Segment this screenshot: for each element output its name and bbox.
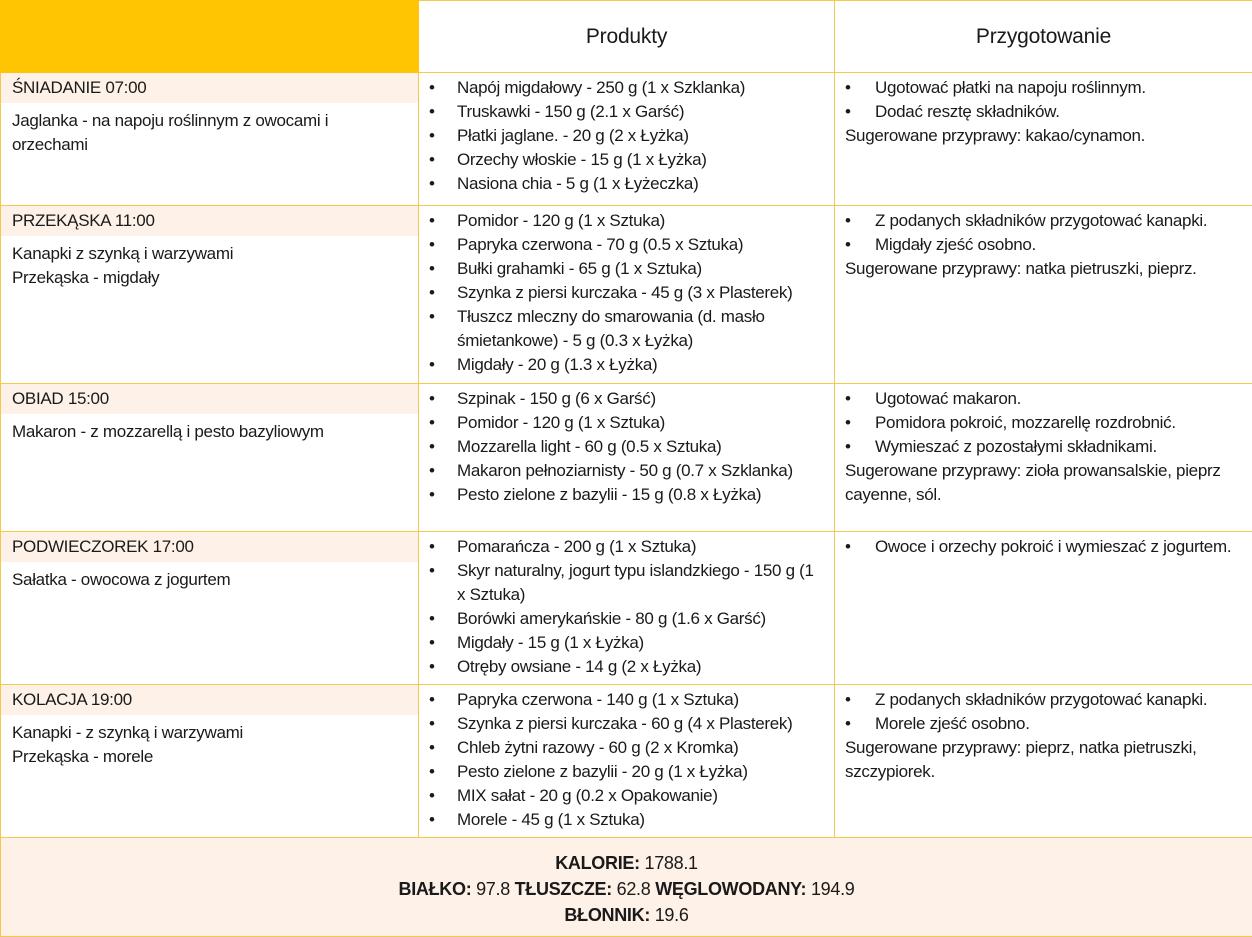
product-item: • Truskawki - 150 g (2.1 x Garść) bbox=[429, 100, 824, 124]
product-item: • Pomidor - 120 g (1 x Sztuka) bbox=[429, 209, 824, 233]
meal-row bbox=[1, 73, 1252, 206]
product-item: • Chleb żytni razowy - 60 g (2 x Kromka) bbox=[429, 736, 824, 760]
product-item: • Szynka z piersi kurczaka - 45 g (3 x Plasterek) bbox=[429, 281, 824, 305]
calories-value: 1788.1 bbox=[644, 853, 698, 873]
product-item: • Morele - 45 g (1 x Sztuka) bbox=[429, 808, 824, 832]
steps-list bbox=[845, 688, 1242, 736]
meal-title: KOLACJA 19:00 bbox=[1, 685, 418, 715]
header-preparation: Przygotowanie bbox=[835, 1, 1252, 73]
preparation-step: • Migdały zjeść osobno. bbox=[845, 233, 1242, 257]
fat-value: 62.8 bbox=[616, 879, 651, 899]
meal-info-cell bbox=[1, 532, 419, 685]
preparation-step: • Wymieszać z pozostałymi składnikami. bbox=[845, 435, 1242, 459]
steps-list bbox=[845, 209, 1242, 257]
meal-description-line: Przekąska - morele bbox=[12, 747, 154, 766]
preparation-cell bbox=[835, 73, 1252, 206]
product-item: • Szynka z piersi kurczaka - 60 g (4 x Plasterek) bbox=[429, 712, 824, 736]
meal-info-cell bbox=[1, 206, 419, 384]
meal-info-cell bbox=[1, 73, 419, 206]
product-item: • Pesto zielone z bazylii - 20 g (1 x Łyżka) bbox=[429, 760, 824, 784]
product-item: • Pomidor - 120 g (1 x Sztuka) bbox=[429, 411, 824, 435]
meal-description bbox=[1, 715, 418, 769]
product-item: • Pesto zielone z bazylii - 15 g (0.8 x Łyżka) bbox=[429, 483, 824, 507]
preparation-cell bbox=[835, 685, 1252, 838]
summary-macros bbox=[1, 876, 1252, 902]
protein-value: 97.8 bbox=[476, 879, 510, 899]
products-list bbox=[419, 76, 834, 196]
meal-description-line: Kanapki - z szynką i warzywami bbox=[12, 723, 243, 742]
products-cell bbox=[419, 73, 835, 206]
product-item: • Skyr naturalny, jogurt typu islandzkiego - 150 g (1 x Sztuka) bbox=[429, 559, 824, 607]
meal-description-line: Sałatka - owocowa z jogurtem bbox=[12, 570, 231, 589]
meal-description bbox=[1, 103, 418, 157]
products-cell bbox=[419, 532, 835, 685]
product-item: • Bułki grahamki - 65 g (1 x Sztuka) bbox=[429, 257, 824, 281]
header-products: Produkty bbox=[419, 1, 835, 73]
meal-title: ŚNIADANIE 07:00 bbox=[1, 73, 418, 103]
product-item: • MIX sałat - 20 g (0.2 x Opakowanie) bbox=[429, 784, 824, 808]
meal-description-line: Kanapki z szynką i warzywami bbox=[12, 244, 234, 263]
preparation-cell bbox=[835, 384, 1252, 532]
fiber-value: 19.6 bbox=[654, 905, 689, 925]
suggested-spices: Sugerowane przyprawy: natka pietruszki, pieprz. bbox=[845, 259, 1197, 278]
products-cell bbox=[419, 206, 835, 384]
protein-label: BIAŁKO: bbox=[398, 879, 472, 899]
product-item: • Migdały - 15 g (1 x Łyżka) bbox=[429, 631, 824, 655]
meal-row bbox=[1, 384, 1252, 532]
suggested-spices: Sugerowane przyprawy: zioła prowansalskie, pieprz cayenne, sól. bbox=[845, 461, 1221, 504]
meal-description bbox=[1, 414, 418, 444]
product-item: • Płatki jaglane. - 20 g (2 x Łyżka) bbox=[429, 124, 824, 148]
meal-description bbox=[1, 562, 418, 592]
product-item: • Mozzarella light - 60 g (0.5 x Sztuka) bbox=[429, 435, 824, 459]
preparation-step: • Ugotować płatki na napoju roślinnym. bbox=[845, 76, 1242, 100]
steps-list bbox=[845, 535, 1242, 559]
steps-list bbox=[845, 76, 1242, 124]
fat-label: TŁUSZCZE: bbox=[514, 879, 612, 899]
product-item: • Otręby owsiane - 14 g (2 x Łyżka) bbox=[429, 655, 824, 679]
nutrition-summary bbox=[1, 838, 1252, 937]
summary-fiber bbox=[1, 902, 1252, 928]
product-item: • Papryka czerwona - 140 g (1 x Sztuka) bbox=[429, 688, 824, 712]
preparation-step: • Dodać resztę składników. bbox=[845, 100, 1242, 124]
products-list bbox=[419, 209, 834, 377]
meal-info-cell bbox=[1, 685, 419, 838]
meal-title: OBIAD 15:00 bbox=[1, 384, 418, 414]
meal-description-line: Makaron - z mozzarellą i pesto bazyliowym bbox=[12, 422, 324, 441]
products-list bbox=[419, 535, 834, 679]
preparation-step: • Pomidora pokroić, mozzarellę rozdrobnić. bbox=[845, 411, 1242, 435]
products-list bbox=[419, 387, 834, 507]
products-cell bbox=[419, 685, 835, 838]
suggested-spices: Sugerowane przyprawy: kakao/cynamon. bbox=[845, 126, 1146, 145]
preparation-cell bbox=[835, 532, 1252, 685]
product-item: • Szpinak - 150 g (6 x Garść) bbox=[429, 387, 824, 411]
product-item: • Pomarańcza - 200 g (1 x Sztuka) bbox=[429, 535, 824, 559]
meal-row bbox=[1, 206, 1252, 384]
header-corner bbox=[1, 1, 419, 73]
steps-list bbox=[845, 387, 1242, 459]
summary-calories bbox=[1, 850, 1252, 876]
product-item: • Makaron pełnoziarnisty - 50 g (0.7 x Szklanka) bbox=[429, 459, 824, 483]
product-item: • Tłuszcz mleczny do smarowania (d. masło śmietankowe) - 5 g (0.3 x Łyżka) bbox=[429, 305, 824, 353]
meal-description-line: Przekąska - migdały bbox=[12, 268, 160, 287]
preparation-cell bbox=[835, 206, 1252, 384]
product-item: • Orzechy włoskie - 15 g (1 x Łyżka) bbox=[429, 148, 824, 172]
suggested-spices: Sugerowane przyprawy: pieprz, natka pietruszki, szczypiorek. bbox=[845, 738, 1197, 781]
preparation-step: • Owoce i orzechy pokroić i wymieszać z jogurtem. bbox=[845, 535, 1242, 559]
meal-description bbox=[1, 236, 418, 290]
meal-row bbox=[1, 685, 1252, 838]
product-item: • Migdały - 20 g (1.3 x Łyżka) bbox=[429, 353, 824, 377]
meal-description-line: Jaglanka - na napoju roślinnym z owocami i orzechami bbox=[12, 111, 329, 154]
carbs-label: WĘGLOWODANY: bbox=[655, 879, 807, 899]
meal-row bbox=[1, 532, 1252, 685]
meal-title: PRZEKĄSKA 11:00 bbox=[1, 206, 418, 236]
fiber-label: BŁONNIK: bbox=[564, 905, 651, 925]
meal-title: PODWIECZOREK 17:00 bbox=[1, 532, 418, 562]
product-item: • Nasiona chia - 5 g (1 x Łyżeczka) bbox=[429, 172, 824, 196]
product-item: • Papryka czerwona - 70 g (0.5 x Sztuka) bbox=[429, 233, 824, 257]
product-item: • Napój migdałowy - 250 g (1 x Szklanka) bbox=[429, 76, 824, 100]
products-list bbox=[419, 688, 834, 832]
preparation-step: • Morele zjeść osobno. bbox=[845, 712, 1242, 736]
products-cell bbox=[419, 384, 835, 532]
preparation-step: • Ugotować makaron. bbox=[845, 387, 1242, 411]
preparation-step: • Z podanych składników przygotować kanapki. bbox=[845, 688, 1242, 712]
carbs-value: 194.9 bbox=[810, 879, 855, 899]
meal-info-cell bbox=[1, 384, 419, 532]
product-item: • Borówki amerykańskie - 80 g (1.6 x Garść) bbox=[429, 607, 824, 631]
preparation-step: • Z podanych składników przygotować kanapki. bbox=[845, 209, 1242, 233]
calories-label: KALORIE: bbox=[555, 853, 640, 873]
